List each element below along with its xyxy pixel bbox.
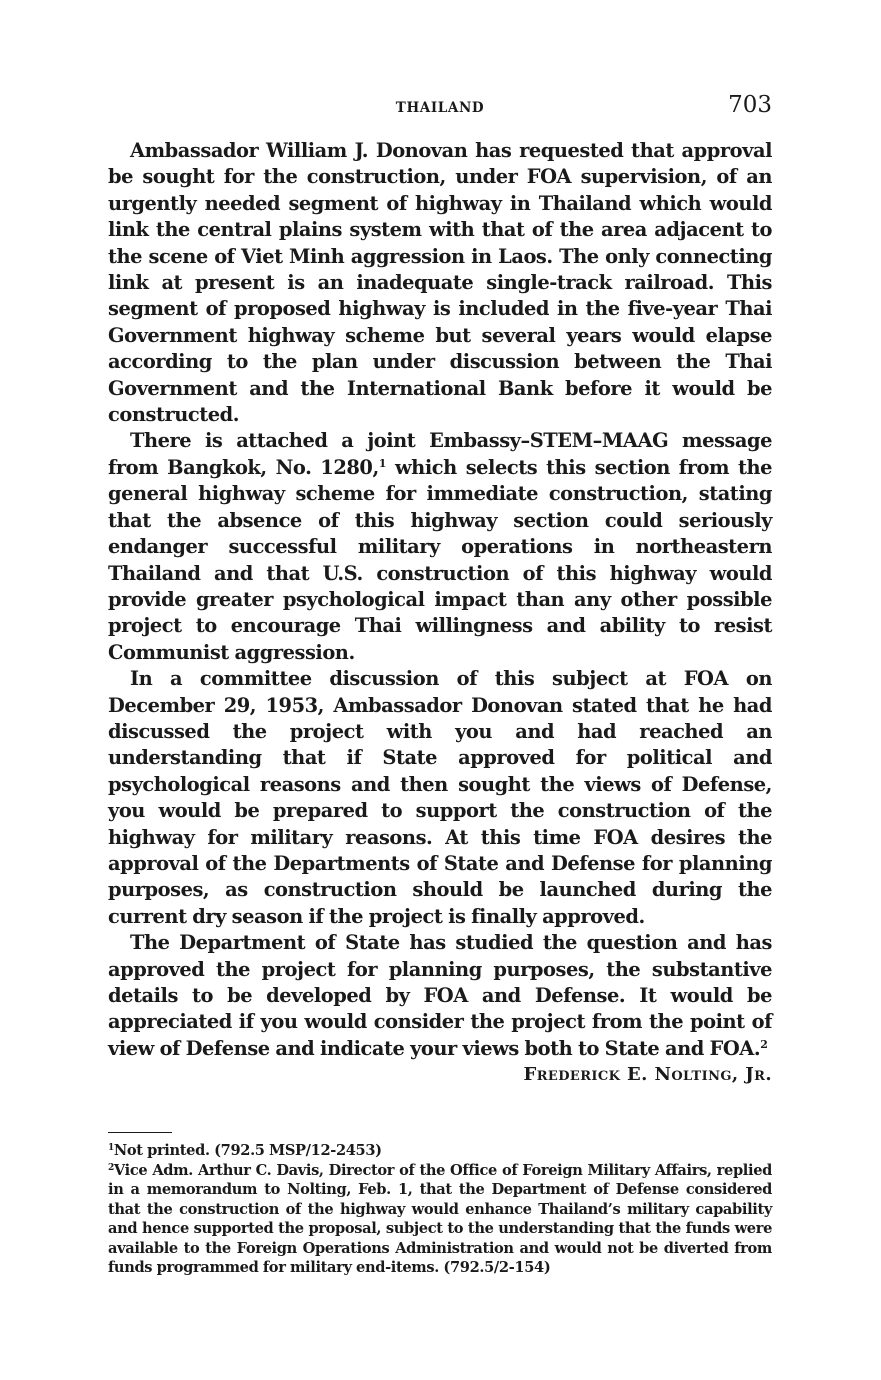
paragraph-3-text: In a committee discussion of this subject at FOA on December 29, 1953, Ambassador Donovan stated that he had discussed the project with you and had reached an understanding that if State approved for political and psychological reasons and then sought the views of Defense, you would be prepared to support the construction of the highway for military reasons. At this time FOA desires the approval of the Departments of State and Defense for planning purposes, as construction should be launched during the current dry season if the project is finally approved. [108, 667, 772, 928]
signature: Frederick E. Nolting, Jr. [523, 1064, 772, 1086]
footnote-rule [108, 1132, 172, 1133]
footnote-1 [108, 1141, 772, 1161]
paragraph-2 [108, 428, 772, 666]
footnote-ref-2: 2 [760, 1037, 768, 1051]
footnotes [108, 1132, 772, 1278]
document-page [108, 0, 772, 1380]
running-head [108, 92, 772, 120]
body-text [108, 138, 772, 1088]
paragraph-4 [108, 930, 772, 1062]
paragraph-3 [108, 666, 772, 930]
running-title: THAILAND [395, 100, 485, 116]
footnote-2-mark: 2 [108, 1162, 114, 1173]
paragraph-4-text: The Department of State has studied the question and has approved the project for planning purposes, the substantive details to be developed by FOA and Defense. It would be appreciated if you would consider the project from the point of view of Defense and indicate your views both to State and FOA. [108, 931, 772, 1060]
footnote-2 [108, 1161, 772, 1278]
footnote-1-text: Not printed. (792.5 MSP/12-2453) [113, 1142, 382, 1159]
footnote-2-text: Vice Adm. Arthur C. Davis, Director of the Office of Foreign Military Affairs, replied in a memorandum to Nolting, Feb. 1, that the Department of Defense considered that the construction of the highway would enhance Thailand’s military capability and hence supported the proposal, subject to the understanding that the funds were available to the Foreign Operations Administration and would not be diverted from funds programmed for military end-items. (792.5/2-154) [108, 1161, 772, 1276]
page-number: 703 [728, 92, 772, 118]
paragraph-2-text-before: There is attached a joint Embassy–STEM–MAAG message from Bangkok, No. 1280, [108, 429, 772, 479]
paragraph-2-text-after: which selects this section from the general highway scheme for immediate construction, stating that the absence of this highway section could seriously endanger successful military operations in northeastern Thailand and that U.S. construction of this highway would provide greater psychological impact than any other possible project to encourage Thai willingness and ability to resist Communist aggression. [108, 455, 772, 664]
paragraph-1 [108, 138, 772, 428]
paragraph-1-text: Ambassador William J. Donovan has requested that approval be sought for the construction, under FOA supervision, of an urgently needed segment of highway in Thailand which would link the central plains system with that of the area adjacent to the scene of Viet Minh aggression in Laos. The only connecting link at present is an inadequate single-track railroad. This segment of proposed highway is included in the five-year Thai Government highway scheme but several years would elapse according to the plan under discussion between the Thai Government and the International Bank before it would be constructed. [108, 139, 772, 427]
footnote-ref-1: 1 [378, 456, 386, 470]
footnote-1-mark: 1 [108, 1143, 114, 1153]
